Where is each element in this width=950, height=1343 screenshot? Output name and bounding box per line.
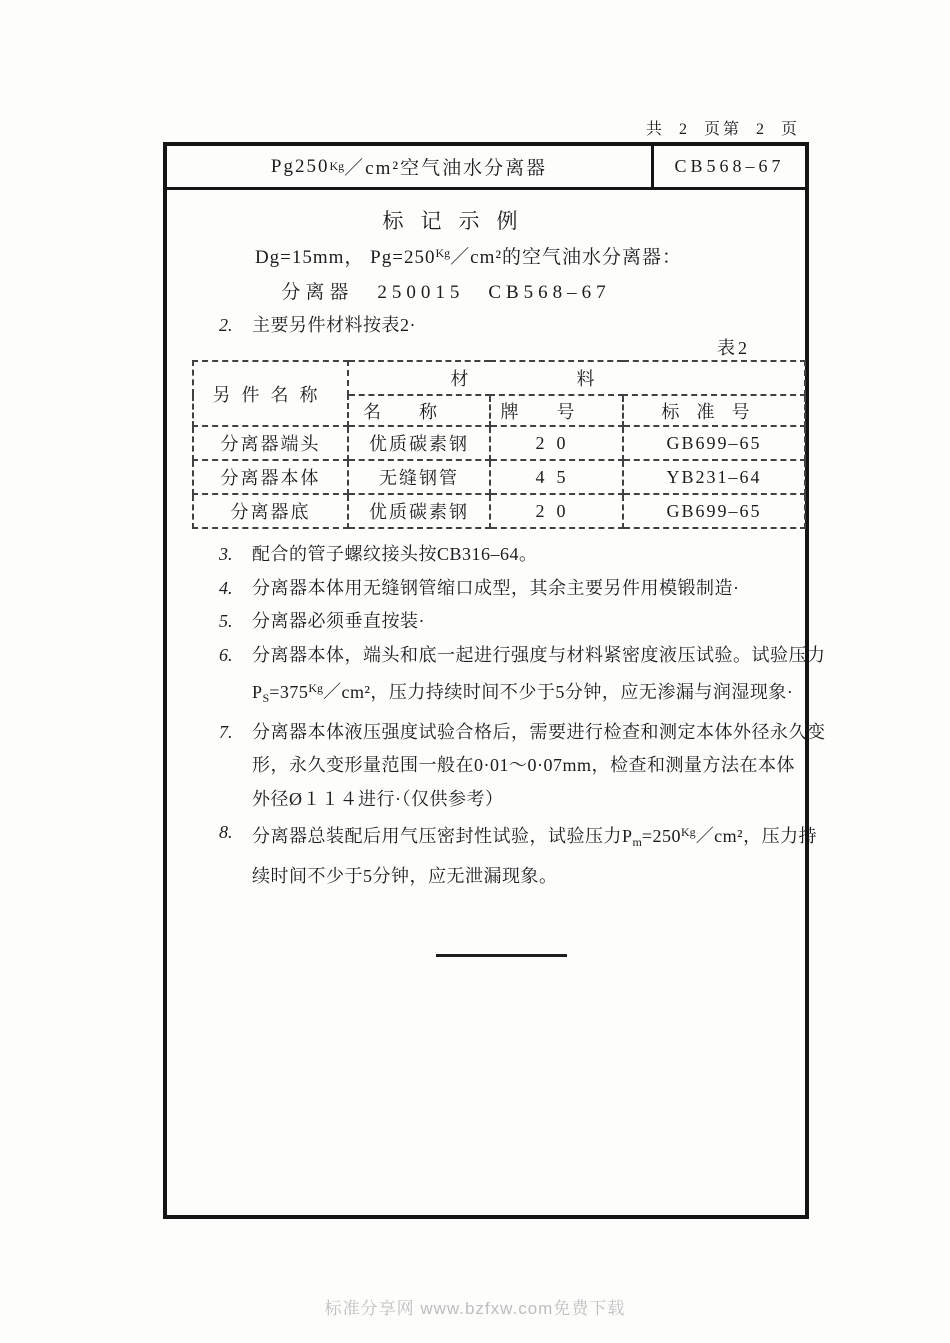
note-text: 配合的管子螺纹接头按CB316–64。 <box>252 544 538 564</box>
document-body <box>167 193 826 1215</box>
table-row <box>193 426 805 460</box>
table-cell-grade: 45 <box>490 460 623 494</box>
note-number: 2. <box>219 315 233 335</box>
table-cell-grade: 20 <box>490 426 623 460</box>
document-header <box>167 146 805 190</box>
marking-example-line2: 分离器 250015 CB568–67 <box>281 282 611 303</box>
standard-number: CB568–67 <box>651 146 805 187</box>
note-item-3 <box>167 538 805 572</box>
section-divider <box>436 954 567 957</box>
table-cell-standard: GB699–65 <box>623 426 805 460</box>
table-caption: 表2 <box>717 338 750 358</box>
table-cell-part: 分离器本体 <box>193 460 348 494</box>
column-header-material: 材料 <box>348 361 805 395</box>
table-cell-standard: GB699–65 <box>623 494 805 528</box>
note-item-7 <box>167 716 826 817</box>
table-cell-material-name: 无缝钢管 <box>348 460 490 494</box>
note-text <box>252 816 818 860</box>
table-header-row <box>193 361 805 395</box>
marking-example-title: 标记示例 <box>382 209 535 233</box>
note-number: 5. <box>219 611 233 631</box>
note-text: 分离器本体用无缝钢管缩口成型，其余主要另件用模锻制造· <box>252 577 740 598</box>
document-title-unit-sup: Kg <box>329 159 345 173</box>
note-number: 3. <box>219 544 233 564</box>
note-text-pre: 分离器总装配后用气压密封性试验，试验压力P <box>252 826 633 846</box>
document-title-pre: Pg250 <box>270 155 330 177</box>
column-header-standard: 标准号 <box>623 395 805 426</box>
document-title <box>167 146 651 187</box>
table-cell-grade: 20 <box>490 494 623 528</box>
pressure-symbol: P <box>252 682 263 702</box>
column-header-name: 名称 <box>348 395 490 426</box>
table-cell-part: 分离器底 <box>193 494 348 528</box>
note-text: 外径Ø１１４进行·（仅供参考） <box>252 788 504 809</box>
table-cell-material-name: 优质碳素钢 <box>348 426 490 460</box>
table-row <box>193 494 805 528</box>
note-item-8 <box>167 816 818 893</box>
pressure-subscript: S <box>262 691 270 705</box>
note-text <box>252 672 805 716</box>
table-row <box>193 460 805 494</box>
column-header-part-name: 另件名称 <box>193 361 348 426</box>
unit-sup: Kg <box>308 681 324 695</box>
note-text: 分离器本体液压强度试验合格后，需要进行检查和测定本体外径永久变 <box>252 721 826 742</box>
note-text: 形，永久变形量范围一般在0·01～0·07mm，检查和测量方法在本体 <box>252 755 795 775</box>
watermark: 标准分享网 www.bzfxw.com免费下载 <box>324 1299 626 1318</box>
marking-line1-pre: Dg=15mm， Pg=250 <box>254 247 436 268</box>
note-text: 分离器本体，端头和底一起进行强度与材料紧密度液压试验。试验压力 <box>252 644 826 665</box>
pressure-value: =250 <box>641 826 682 846</box>
note-number: 6. <box>219 644 233 665</box>
document-frame <box>163 142 826 1219</box>
pressure-subscript: m <box>632 835 642 849</box>
note-text: 主要另件材料按表2· <box>252 315 416 335</box>
note-item-6 <box>167 639 826 716</box>
note-item-2 <box>167 309 805 343</box>
note-text-post: ／cm²，压力持 <box>695 826 818 846</box>
table-cell-standard: YB231–64 <box>623 460 805 494</box>
note-text: 续时间不少于5分钟，应无泄漏现象。 <box>252 865 558 886</box>
marking-line1-post: ／cm²的空气油水分离器： <box>450 247 683 268</box>
materials-table <box>192 360 806 529</box>
note-item-5 <box>167 605 805 639</box>
note-number: 8. <box>219 822 233 842</box>
page-count-label: 共 2 页第 2 页 <box>645 121 800 138</box>
note-item-4 <box>167 572 805 606</box>
note-number: 7. <box>219 721 233 742</box>
table-cell-part: 分离器端头 <box>193 426 348 460</box>
table-cell-material-name: 优质碳素钢 <box>348 494 490 528</box>
pressure-value: =375 <box>269 682 309 702</box>
marking-example-line1 <box>167 242 770 269</box>
notes-list <box>167 538 826 893</box>
document-title-post: ／cm²空气油水分离器 <box>344 158 548 179</box>
note-text: 分离器必须垂直按装· <box>252 611 425 631</box>
note-number: 4. <box>219 577 233 598</box>
note-text-post: ／cm²，压力持续时间不少于5分钟，应无渗漏与润湿现象· <box>323 682 794 702</box>
unit-sup: Kg <box>681 825 696 839</box>
marking-line1-unit-sup: Kg <box>435 246 451 260</box>
column-header-grade: 牌号 <box>490 395 623 426</box>
